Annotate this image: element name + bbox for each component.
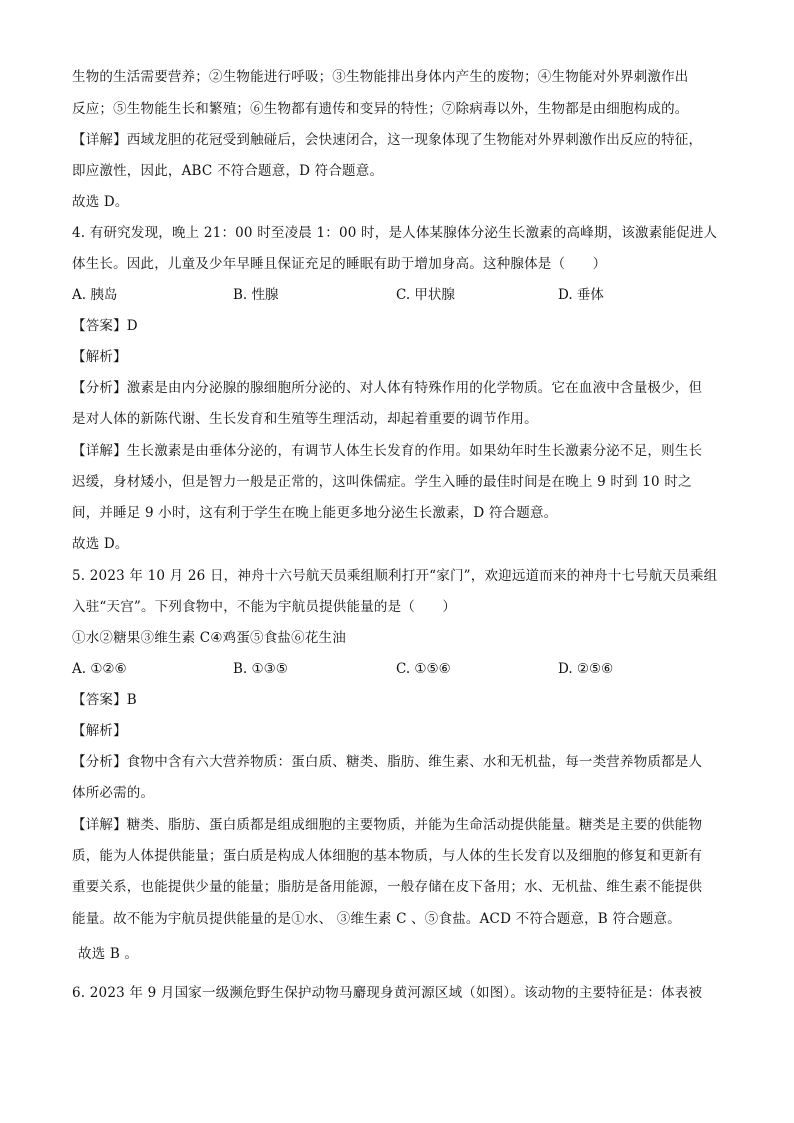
question-4-stem: 4. 有研究发现，晚上 21：00 时至凌晨 1：00 时，是人体某腺体分泌生长激素的高峰期，该激素能促进人 [72,225,718,241]
option-b: B. ①③⑤ [233,661,288,677]
choice-line: 故选 D。 [72,536,129,552]
question-4-stem: 体生长。因此，儿童及少年早睡且保证充足的睡眠有助于增加身高。这种腺体是（ ） [72,256,607,272]
text-line: 质，能为人体提供能量；蛋白质是构成人体细胞的基本物质，与人体的生长发育以及细胞的修复和更新有 [72,848,703,864]
text-line: 体所必需的。 [72,785,155,801]
text-line: 能量。故不能为宇航员提供能量的是①水、 ③维生素 C 、⑤食盐。ACD 不符合题意，B 符合题意。 [72,911,681,927]
analysis-label: 【解析】 [72,723,127,739]
text-line: 重要关系，也能提供少量的能量；脂肪是备用能源，一般存储在皮下备用；水、无机盐、维生素不能提供 [72,879,703,895]
option-b: B. 性腺 [233,287,279,303]
text-line: 生物的生活需要营养；②生物能进行呼吸；③生物能排出身体内产生的废物；④生物能对外界刺激作出 [72,69,689,85]
option-a: A. ①②⑥ [72,661,127,677]
choice-line: 故选 D。 [72,194,129,210]
choice-line: 故选 B 。 [78,946,139,962]
question-4-options [72,285,732,305]
analysis-label: 【解析】 [72,349,127,365]
answer-label: 【答案】D [72,318,138,334]
text-line: 迟缓，身材矮小，但是智力一般是正常的，这叫侏儒症。学生入睡的最佳时间是在晚上 9 时到 10 时之 [72,474,692,490]
text-line: 间，并睡足 9 小时，这有利于学生在晚上能更多地分泌生长激素，D 符合题意。 [72,505,558,521]
text-line: 是对人体的新陈代谢、生长发育和生殖等生理活动，却起着重要的调节作用。 [72,411,538,427]
detail-paragraph: 【详解】生长激素是由垂体分泌的，有调节人体生长发育的作用。如果幼年时生长激素分泌不足，则生长 [72,443,703,459]
option-a: A. 胰岛 [72,287,118,303]
answer-label: 【答案】B [72,692,137,708]
detail-paragraph: 【详解】西域龙胆的花冠受到触碰后，会快速闭合，这一现象体现了生物能对外界刺激作出反应的特征， [72,132,703,148]
analysis-paragraph: 【分析】激素是由内分泌腺的腺细胞所分泌的、对人体有特殊作用的化学物质。它在血液中含量极少，但 [72,380,703,396]
detail-paragraph: 【详解】糖类、脂肪、蛋白质都是组成细胞的主要物质，并能为生命活动提供能量。糖类是主要的供能物 [72,817,703,833]
option-c: C. ①⑤⑥ [396,661,451,677]
analysis-paragraph: 【分析】食物中含有六大营养物质：蛋白质、糖类、脂肪、维生素、水和无机盐，每一类营养物质都是人 [72,754,703,770]
question-5-options [72,659,732,679]
option-c: C. 甲状腺 [396,287,455,303]
question-6-stem: 6. 2023 年 9 月国家一级濒危野生保护动物马麝现身黄河源区域（如图）。该动物的主要特征是：体表被 [72,985,703,1001]
text-line: 即应激性，因此，ABC 不符合题意，D 符合题意。 [72,163,384,179]
option-d: D. 垂体 [558,287,604,303]
question-5-stem: 入驻“天宫”。下列食物中，不能为宇航员提供能量的是（ ） [72,599,457,615]
option-d: D. ②⑤⑥ [558,661,614,677]
question-5-stem: 5. 2023 年 10 月 26 日，神舟十六号航天员乘组顺利打开“家门”，欢迎远道而来的神舟十七号航天员乘组 [72,568,718,584]
text-line: 反应；⑤生物能生长和繁殖；⑥生物都有遗传和变异的特性；⑦除病毒以外，生物都是由细胞构成的。 [72,101,689,117]
food-list: ①水②糖果③维生素 C④鸡蛋⑤食盐⑥花生油 [72,630,346,646]
